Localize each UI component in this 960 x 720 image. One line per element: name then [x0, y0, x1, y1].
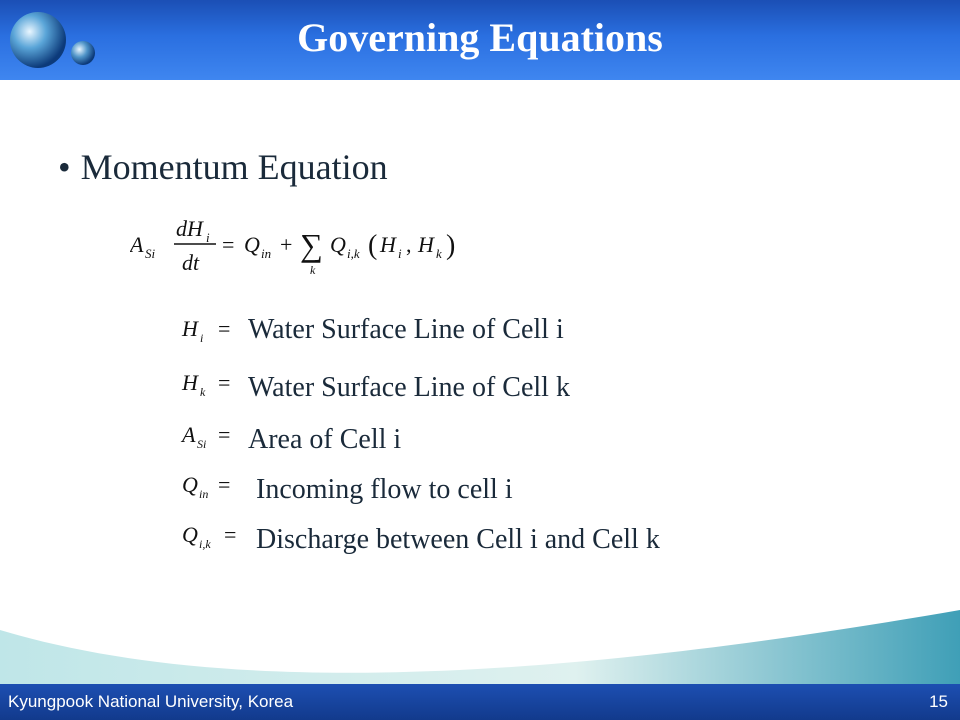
- bullet-icon: •: [58, 147, 71, 187]
- definition-row: [0, 308, 960, 348]
- symbol-q-in: [180, 470, 250, 506]
- svg-text:∑: ∑: [300, 227, 323, 263]
- footer-wave-decoration: [0, 590, 960, 690]
- svg-text:Q: Q: [182, 522, 198, 547]
- definition-text: Water Surface Line of Cell i: [248, 314, 564, 345]
- svg-text:k: k: [436, 246, 442, 261]
- svg-text:H: H: [380, 232, 396, 257]
- page-number: 15: [929, 692, 948, 711]
- svg-text:H: H: [418, 232, 434, 257]
- svg-text:=: =: [218, 422, 231, 447]
- definition-row: [0, 418, 960, 458]
- svg-text:+: +: [280, 232, 293, 257]
- bullet-text: Momentum Equation: [80, 147, 388, 187]
- definition-row: [0, 518, 960, 558]
- svg-text:i,k: i,k: [347, 246, 360, 261]
- definition-text: Area of Cell i: [248, 424, 402, 455]
- svg-text:i: i: [200, 331, 204, 345]
- svg-text:): ): [446, 230, 456, 261]
- svg-text:k: k: [200, 385, 206, 399]
- svg-text:dH: dH: [176, 216, 203, 241]
- svg-text:=: =: [224, 522, 237, 547]
- definition-text: Water Surface Line of Cell k: [248, 372, 570, 403]
- definition-row: [0, 366, 960, 406]
- svg-text:A: A: [130, 232, 144, 257]
- definition-text: Discharge between Cell i and Cell k: [256, 524, 660, 555]
- svg-text:,: ,: [406, 232, 412, 257]
- svg-text:Q: Q: [244, 232, 260, 257]
- svg-text:Q: Q: [182, 472, 198, 497]
- slide-title: Governing Equations: [297, 15, 663, 60]
- footer-bar: [0, 684, 960, 720]
- svg-text:H: H: [182, 370, 198, 395]
- svg-text:=: =: [218, 316, 231, 341]
- svg-text:in: in: [261, 246, 272, 261]
- svg-text:Si: Si: [197, 437, 207, 451]
- svg-text:=: =: [218, 370, 231, 395]
- symbol-q-ik: [180, 520, 250, 556]
- footer-university: Kyungpook National University, Korea: [8, 692, 294, 711]
- svg-text:i: i: [398, 246, 402, 261]
- definition-text: Incoming flow to cell i: [256, 474, 513, 505]
- header-bar: [0, 0, 960, 80]
- symbol-h-i: [180, 310, 250, 346]
- momentum-equation-formula: [130, 210, 490, 282]
- svg-text:Si: Si: [145, 246, 156, 261]
- svg-text:=: =: [222, 232, 235, 257]
- definition-row: [0, 468, 960, 508]
- svg-text:dt: dt: [182, 250, 200, 275]
- svg-text:i: i: [206, 230, 210, 245]
- symbol-a-si: [180, 420, 250, 456]
- svg-text:=: =: [218, 472, 231, 497]
- svg-text:k: k: [310, 263, 316, 277]
- svg-text:(: (: [368, 230, 378, 261]
- bullet-heading: [58, 146, 388, 188]
- svg-text:i,k: i,k: [199, 537, 211, 551]
- svg-text:in: in: [199, 487, 209, 501]
- symbol-h-k: [180, 368, 250, 404]
- svg-text:H: H: [182, 316, 198, 341]
- svg-text:Q: Q: [330, 232, 346, 257]
- svg-text:A: A: [182, 422, 196, 447]
